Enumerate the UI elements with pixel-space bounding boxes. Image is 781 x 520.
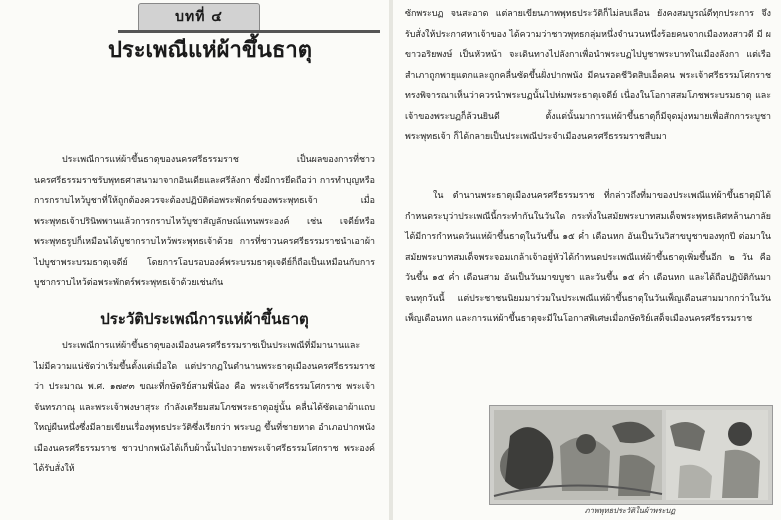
history-paragraph: ประเพณีการแห่ผ้าขึ้นธาตุของเมืองนครศรีธรรมราชเป็นประเพณีที่มีมานานและไม่มีความแน่ชัดว่าเริ่มขึ้นตั้งแต่เมื่อใด แต่ปรากฏในตำนานพระธาตุเมืองนครศรีธรรมราชว่า ประมาณ พ.ศ. ๑๗๙๓ ขณะที่กษัตริย์สามพี่น้อง คือ พระเจ้าศรีธรรมโศกราช พระเจ้าจันทรภาณุ และพระเจ้าพงษาสุระ กำลังเตรียมสมโภชพระธาตุอยู่นั้น คลื่นได้ซัดเอาผ้าแถบใหญ่ผืนหนึ่งซึ่งมีลายเขียนเรื่องพุทธประวัติซึ่งเรียกว่า พระบฏ ขึ้นที่ชายหาด อำเภอปากพนัง เมืองนครศรีธรรมราช ชาวปากพนังได้เก็บผ้านั้นไปถวายพระเจ้าศรีธรรมโศกราช พระองค์ได้รับสั่งให้ (34, 341, 375, 474)
right-page (393, 0, 781, 520)
buddha-history-mural-image (489, 405, 773, 505)
section-title: ประวัติประเพณีการแห่ผ้าขึ้นธาตุ (100, 310, 309, 328)
left-page (0, 0, 389, 520)
page-title: ประเพณีแห่ผ้าขึ้นธาตุ (107, 38, 313, 63)
intro-paragraph: ประเพณีการแห่ผ้าขึ้นธาตุของนครศรีธรรมราช เป็นผลของการที่ชาวนครศรีธรรมราชรับพุทธศาสนามาจากอินเดียและศรีลังกา ซึ่งมีการยึดถือว่า การทำบุญหรือการกราบไหว้บูชาที่ให้ถูกต้องควรจะต้องปฏิบัติต่อพระพักตร์ของพระพุทธเจ้า เมื่อพระพุทธเจ้าปรินิพพานแล้วการกราบไหว้บูชาสัญลักษณ์แทนพระองค์ เช่น เจดีย์หรือพระพุทธรูปก็เหมือนได้บูชากราบไหว้พระพุทธเจ้าด้วย การที่ชาวนครศรีธรรมราชนำเอาผ้าไปบูชาพระบรมธาตุเจดีย์ โดยการโอบรอบองค์พระบรมธาตุเจดีย์ก็ถือเป็นเหมือนกับการบูชากราบไหว้ต่อพระพักตร์พระพุทธเจ้าด้วยเช่นกัน (34, 155, 375, 288)
chapter-rule (118, 30, 380, 33)
continued-paragraph: ซักพระบฏ จนสะอาด แต่ลายเขียนภาพพุทธประวัติก็ไม่ลบเลือน ยังคงสมบูรณ์ดีทุกประการ จึงรับสั่งให้ประกาศหาเจ้าของ ได้ความว่าชาวพุทธกลุ่มหนึ่งจำนวนหนึ่งร้อยคนจากเมืองหงสาวดี มี ผขาวอริยพงษ์ เป็นหัวหน้า จะเดินทางไปลังกาเพื่อนำพระบฏไปบูชาพระบาทในเมืองลังกา แต่เรือสำเภาถูกพายุแตกและถูกคลื่นซัดขึ้นฝั่งปากพนัง มีคนรอดชีวิตสิบเอ็ดคน พระเจ้าศรีธรรมโศกราชทรงพิจารณาเห็นว่าควรนำพระบฏนั้นไปห่มพระธาตุเจดีย์ เนื่องในโอกาสสมโภชพระบรมธาตุ และเจ้าของพระบฏก็ล้วนยินดี ตั้งแต่นั้นมาการแห่ผ้าขึ้นธาตุก็มีจุดมุ่งหมายเพื่อสักการะบูชาพระพุทธเจ้า ก็ได้กลายเป็นประเพณีประจำเมืองนครศรีธรรมราชสืบมา (405, 9, 771, 142)
legend-paragraph: ใน ตำนานพระธาตุเมืองนครศรีธรรมราช ที่กล่าวถึงที่มาของประเพณีแห่ผ้าขึ้นธาตุมิได้กำหนดระบุว่าประเพณีนี้กระทำกันในวันใด กระทั่งในสมัยพระบาทสมเด็จพระพุทธเลิศหล้านภาลัย ได้มีการกำหนดวันแห่ผ้าขึ้นธาตุในวันขึ้น ๑๕ ค่ำ เดือนหก อันเป็นวันวิสาขบูชาของทุกปี ต่อมาในสมัยพระบาทสมเด็จพระจอมเกล้าเจ้าอยู่หัวได้กำหนดประเพณีแห่ผ้าขึ้นธาตุเพิ่มขึ้นอีก ๒ วัน คือ วันขึ้น ๑๕ ค่ำ เดือนสาม อันเป็นวันมาฆบูชา และวันขึ้น ๑๕ ค่ำ เดือนหก และได้ถือปฏิบัติกันมาจนทุกวันนี้ แต่ประชาชนนิยมมาร่วมในประเพณีแห่ผ้าขึ้นธาตุในวันเพ็ญเดือนสามมากกว่าในวันเพ็ญเดือนหก และการแห่ผ้าขึ้นธาตุจะมีในโอกาสพิเศษเมื่อกษัตริย์เสด็จเมืองนครศรีธรรมราช (405, 191, 771, 324)
photo-caption: ภาพพุทธประวัติในผ้าพระบฏ (584, 506, 676, 515)
chapter-label: บทที่ ๔ (138, 3, 260, 32)
